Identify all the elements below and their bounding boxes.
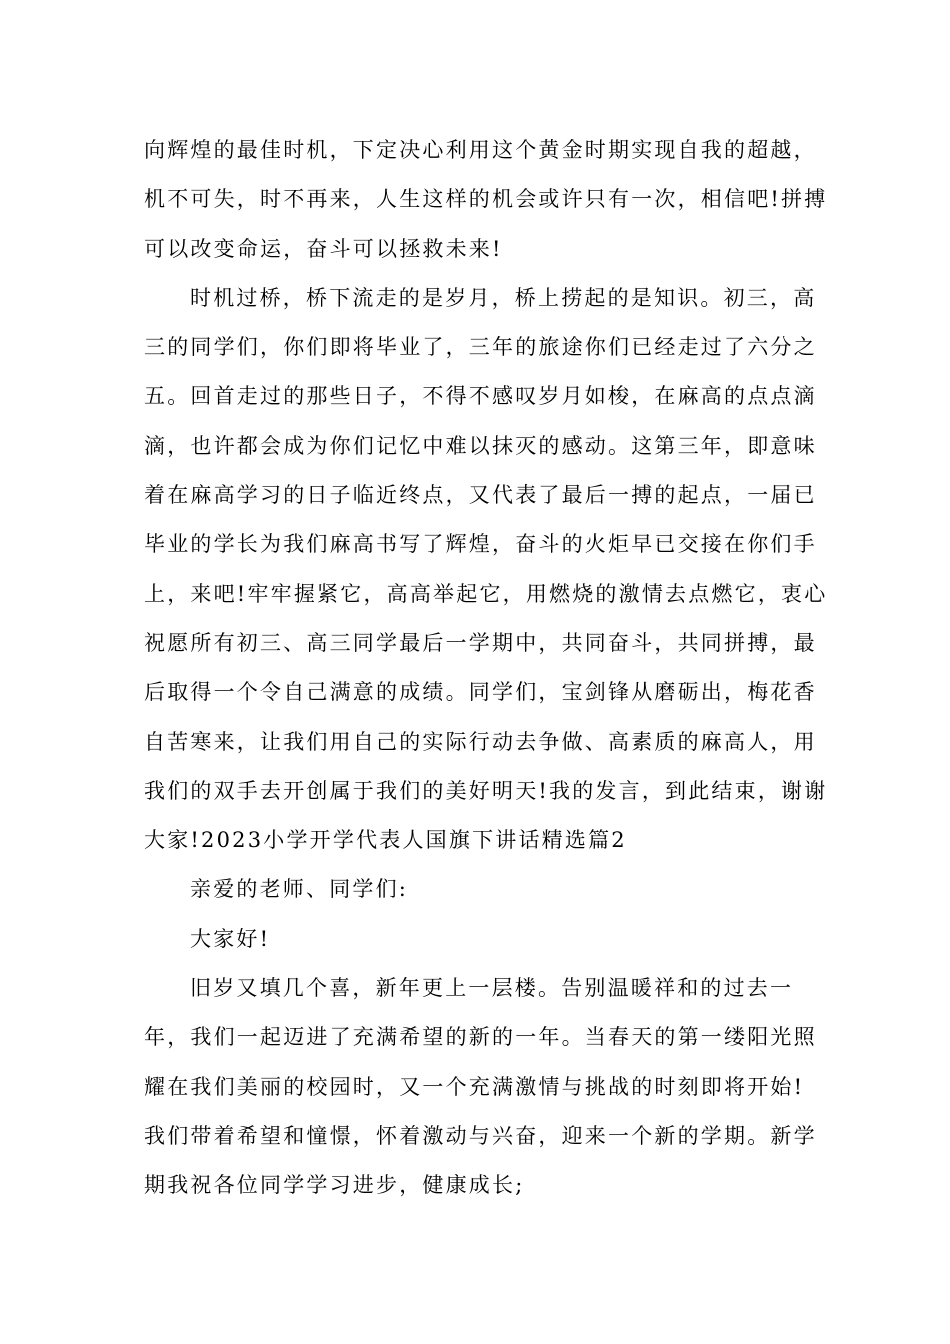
text-line: 大家!2023小学开学代表人国旗下讲话精选篇2	[144, 828, 627, 853]
text-line: 亲爱的老师、同学们:	[190, 877, 409, 902]
text-line: 年，我们一起迈进了充满希望的新的一年。当春天的第一缕阳光照	[144, 1025, 817, 1050]
paragraph-2	[144, 274, 828, 866]
paragraph-1	[144, 126, 828, 274]
text-line: 祝愿所有初三、高三同学最后一学期中，共同奋斗，共同拼搏，最	[144, 630, 817, 655]
text-line: 期我祝各位同学学习进步，健康成长;	[144, 1173, 525, 1198]
paragraph-5	[144, 964, 817, 1210]
document-body	[144, 126, 828, 1211]
text-line: 上，来吧!牢牢握紧它，高高举起它，用燃烧的激情去点燃它，衷心	[144, 581, 828, 606]
paragraph-hello	[144, 915, 806, 964]
text-line: 五。回首走过的那些日子，不得不感叹岁月如梭，在麻高的点点滴	[144, 384, 817, 409]
text-line: 后取得一个令自己满意的成绩。同学们，宝剑锋从磨砺出，梅花香	[144, 680, 817, 705]
paragraph-greeting	[144, 865, 806, 914]
text-line: 毕业的学长为我们麻高书写了辉煌，奋斗的火炬早已交接在你们手	[144, 532, 817, 557]
text-line: 滴，也许都会成为你们记忆中难以抹灭的感动。这第三年，即意味	[144, 433, 817, 458]
text-line: 自苦寒来，让我们用自己的实际行动去争做、高素质的麻高人，用	[144, 729, 817, 754]
text-line: 耀在我们美丽的校园时，又一个充满激情与挑战的时刻即将开始!	[144, 1074, 805, 1099]
text-line: 时机过桥，桥下流走的是岁月，桥上捞起的是知识。初三，高	[190, 285, 817, 310]
text-line: 大家好!	[190, 926, 271, 951]
text-line: 旧岁又填几个喜，新年更上一层楼。告别温暖祥和的过去一	[190, 976, 794, 1001]
text-line: 着在麻高学习的日子临近终点，又代表了最后一搏的起点，一届已	[144, 483, 817, 508]
text-line: 我们带着希望和憧憬，怀着激动与兴奋，迎来一个新的学期。新学	[144, 1123, 817, 1148]
text-line: 机不可失，时不再来，人生这样的机会或许只有一次，相信吧!拼搏	[144, 187, 828, 212]
text-line: 向辉煌的最佳时机，下定决心利用这个黄金时期实现自我的超越，	[144, 138, 817, 162]
text-line: 我们的双手去开创属于我们的美好明天!我的发言，到此结束，谢谢	[144, 778, 828, 803]
text-line: 三的同学们，你们即将毕业了，三年的旅途你们已经走过了六分之	[144, 335, 817, 360]
text-line: 可以改变命运，奋斗可以拯救未来!	[144, 236, 503, 261]
